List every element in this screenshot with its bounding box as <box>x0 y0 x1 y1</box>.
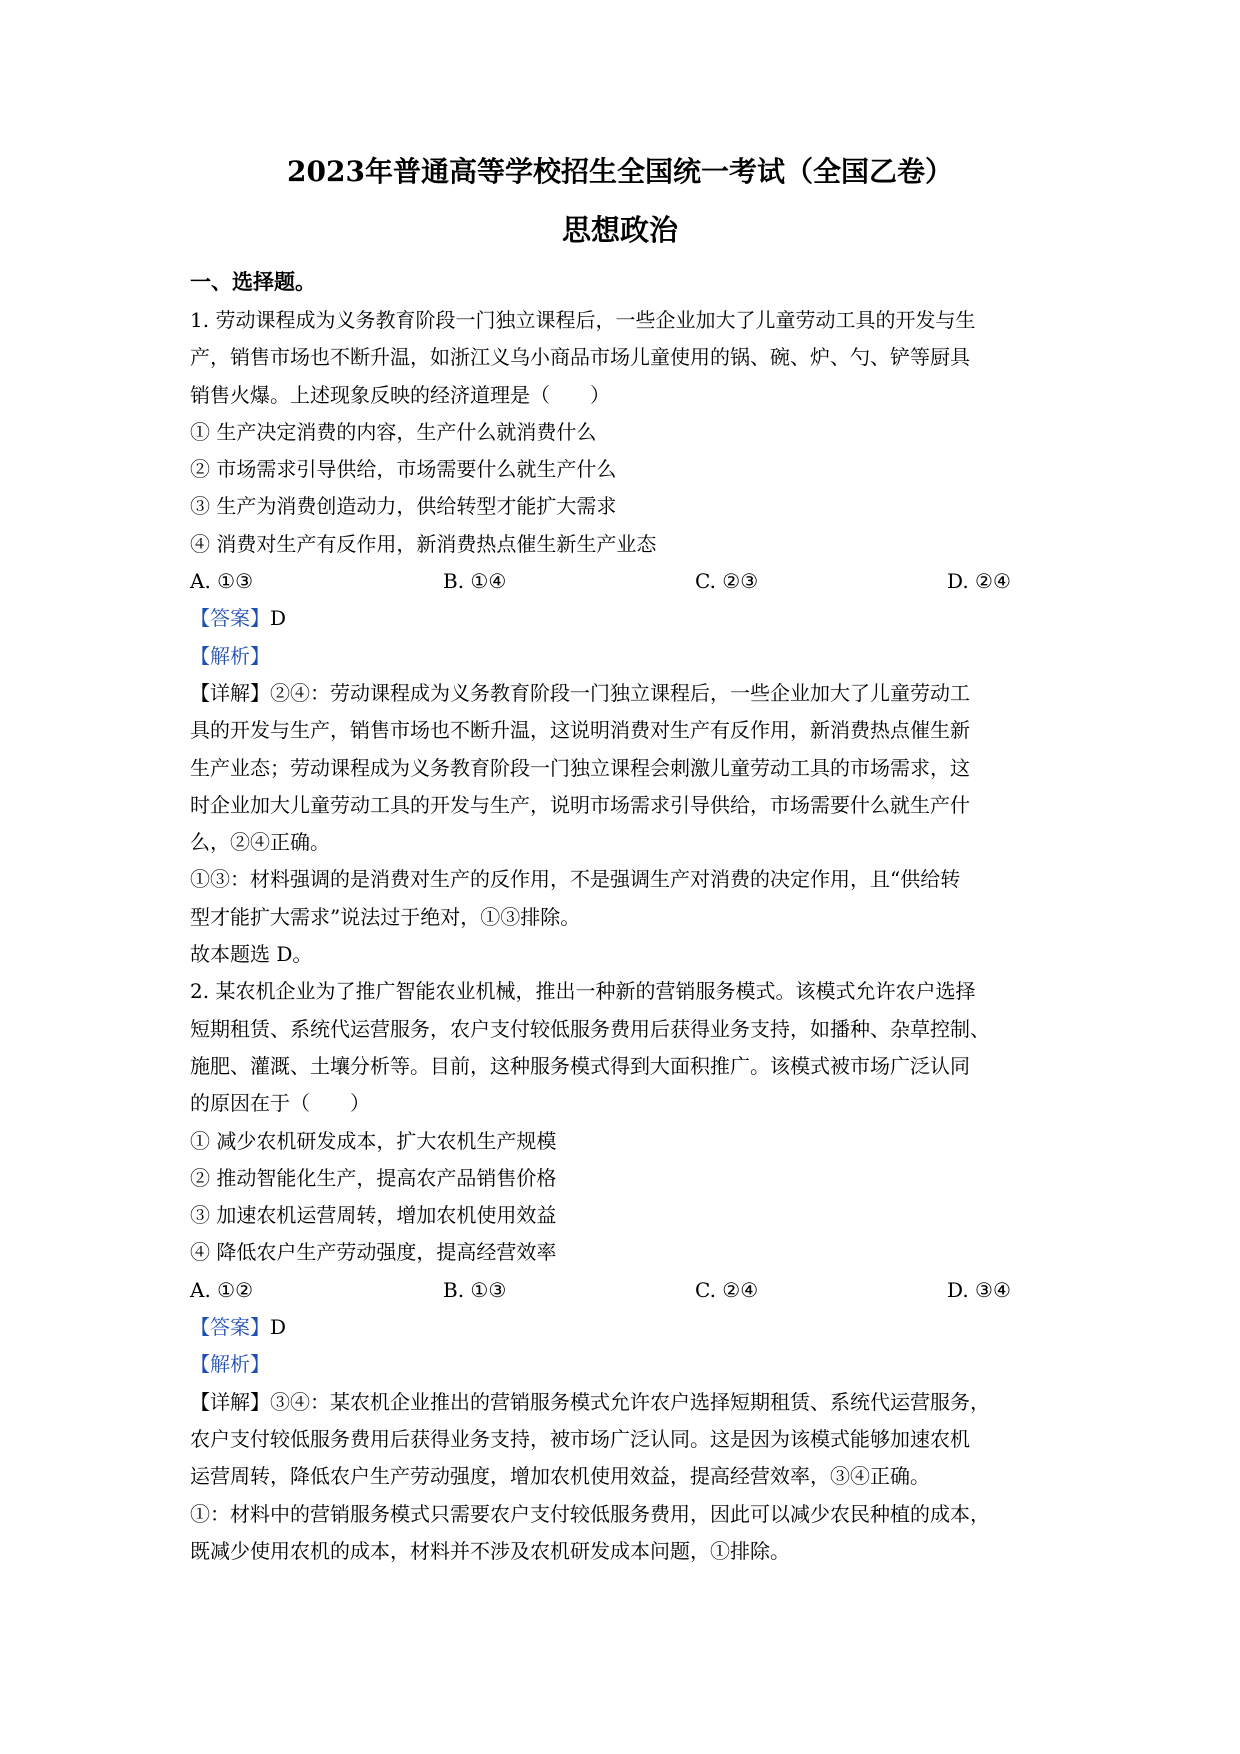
detail-line: ①：材料中的营销服务模式只需要农户支付较低服务费用，因此可以减少农民种植的成本， <box>190 1501 990 1526</box>
detail-line <box>190 1384 1070 1421</box>
detail-line: 农户支付较低服务费用后获得业务支持，被市场广泛认同。这是因为该模式能够加速农机 <box>190 1426 970 1451</box>
detail-line: 么，②④正确。 <box>190 830 330 855</box>
answer-options <box>190 563 1070 600</box>
answer-value: D <box>270 606 287 631</box>
question-stem-line: 短期租赁、系统代运营服务，农户支付较低服务费用后获得业务支持，如播种、杂草控制、 <box>190 1016 990 1041</box>
answer-line <box>190 600 1070 637</box>
statement-item: ③ 生产为消费创造动力，供给转型才能扩大需求 <box>190 494 617 519</box>
detail-text: ②④：劳动课程成为义务教育阶段一门独立课程后，一些企业加大了儿童劳动工 <box>270 680 970 705</box>
question-stem-line: 1. 劳动课程成为义务教育阶段一门独立课程后，一些企业加大了儿童劳动工具的开发与生 <box>190 308 976 332</box>
analysis-line <box>190 1346 1070 1383</box>
option-a: A. ①② <box>190 1277 254 1302</box>
answer-line <box>190 1309 1070 1346</box>
detail-line: 既减少使用农机的成本，材料并不涉及农机研发成本问题，①排除。 <box>190 1538 790 1563</box>
question-2 <box>190 973 1070 1570</box>
statement-item: ④ 降低农户生产劳动强度，提高经营效率 <box>190 1240 557 1265</box>
detail-line: 具的开发与生产，销售市场也不断升温，这说明消费对生产有反作用，新消费热点催生新 <box>190 718 970 743</box>
question-stem-line: 产，销售市场也不断升温，如浙江义乌小商品市场儿童使用的锅、碗、炉、勺、铲等厨具 <box>190 345 970 370</box>
subject-title: 思想政治 <box>561 213 678 247</box>
detail-line: 型才能扩大需求”说法过于绝对，①③排除。 <box>190 904 581 929</box>
answer-tag: 【答案】 <box>190 1315 270 1340</box>
statement-item: ① 生产决定消费的内容，生产什么就消费什么 <box>190 419 597 444</box>
detail-tag: 【详解】 <box>190 680 270 705</box>
option-b: B. ①④ <box>443 569 507 594</box>
questions-body <box>190 302 1070 1570</box>
question-stem-line: 2. 某农机企业为了推广智能农业机械，推出一种新的营销服务模式。该模式允许农户选择 <box>190 979 976 1004</box>
statement-item: ② 推动智能化生产，提高农产品销售价格 <box>190 1165 557 1190</box>
statement-item: ③ 加速农机运营周转，增加农机使用效益 <box>190 1203 557 1228</box>
analysis-tag: 【解析】 <box>190 643 270 668</box>
statement-item: ① 减少农机研发成本，扩大农机生产规模 <box>190 1128 557 1153</box>
detail-line: 运营周转，降低农户生产劳动强度，增加农机使用效益，提高经营效率，③④正确。 <box>190 1464 930 1489</box>
option-c: C. ②③ <box>695 569 759 594</box>
answer-options <box>190 1272 1070 1309</box>
option-c: C. ②④ <box>695 1277 759 1302</box>
answer-tag: 【答案】 <box>190 606 270 631</box>
statement-item: ② 市场需求引导供给，市场需要什么就生产什么 <box>190 457 617 482</box>
question-stem-line: 销售火爆。上述现象反映的经济道理是（ ） <box>190 382 610 407</box>
option-d: D. ②④ <box>947 569 1011 594</box>
detail-line: 时企业加大儿童劳动工具的开发与生产，说明市场需求引导供给，市场需要什么就生产什 <box>190 792 970 817</box>
option-a: A. ①③ <box>190 569 254 594</box>
detail-line: 生产业态；劳动课程成为义务教育阶段一门独立课程会刺激儿童劳动工具的市场需求，这 <box>190 755 970 780</box>
option-d: D. ③④ <box>947 1277 1011 1302</box>
detail-tag: 【详解】 <box>190 1389 270 1414</box>
answer-value: D <box>270 1315 287 1340</box>
option-b: B. ①③ <box>443 1277 507 1302</box>
detail-text: ③④：某农机企业推出的营销服务模式允许农户选择短期租赁、系统代运营服务， <box>270 1389 990 1414</box>
detail-line: 故本题选 D。 <box>190 942 313 967</box>
question-stem-line: 的原因在于（ ） <box>190 1091 370 1116</box>
analysis-line <box>190 638 1070 675</box>
exam-title: 2023年普通高等学校招生全国统一考试（全国乙卷） <box>287 155 953 188</box>
section-heading: 一、选择题。 <box>190 269 316 294</box>
question-1 <box>190 302 1070 973</box>
detail-line <box>190 675 1070 712</box>
analysis-tag: 【解析】 <box>190 1352 270 1377</box>
statement-item: ④ 消费对生产有反作用，新消费热点催生新生产业态 <box>190 531 657 556</box>
question-stem-line: 施肥、灌溉、土壤分析等。目前，这种服务模式得到大面积推广。该模式被市场广泛认同 <box>190 1053 970 1078</box>
detail-line: ①③：材料强调的是消费对生产的反作用，不是强调生产对消费的决定作用，且“供给转 <box>190 867 961 892</box>
